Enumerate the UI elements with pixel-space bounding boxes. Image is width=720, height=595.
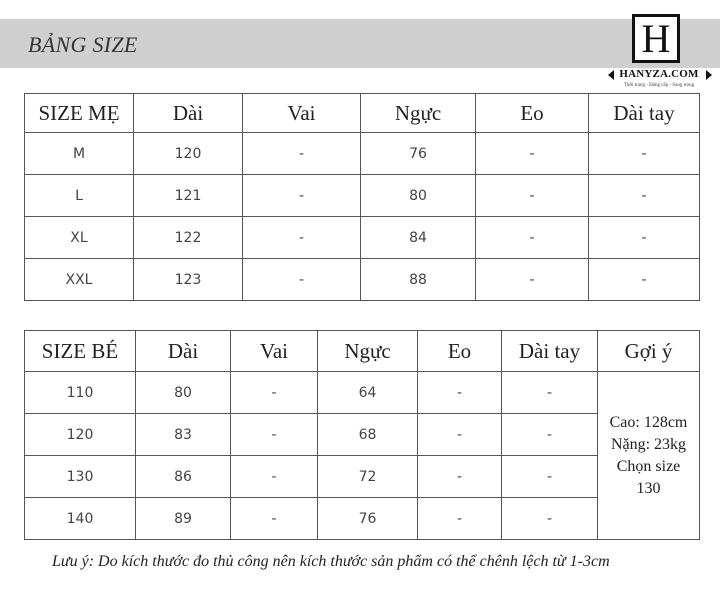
table-cell: - [243, 133, 361, 175]
table-cell: 140 [25, 498, 136, 540]
table-cell: XXL [25, 259, 134, 301]
table-cell: - [231, 456, 318, 498]
table-cell: 84 [361, 217, 476, 259]
header-sleeve: Dài tay [502, 331, 598, 372]
table-row [25, 372, 700, 414]
table-cell: 72 [318, 456, 418, 498]
suggestion-height: Cao: 128cm [609, 413, 688, 431]
table-cell: 83 [136, 414, 231, 456]
table-cell: - [502, 414, 598, 456]
table-cell: 68 [318, 414, 418, 456]
table-cell: 86 [136, 456, 231, 498]
table-cell: 121 [134, 175, 243, 217]
table-header-row [25, 94, 700, 133]
page-title: BẢNG SIZE [28, 32, 138, 57]
table-header-row [25, 331, 700, 372]
header-waist: Eo [418, 331, 502, 372]
table-cell: 76 [361, 133, 476, 175]
table-row [25, 217, 700, 259]
table-cell: - [418, 414, 502, 456]
header-length: Dài [136, 331, 231, 372]
table-cell: - [418, 372, 502, 414]
table-cell: 80 [361, 175, 476, 217]
table-cell: XL [25, 217, 134, 259]
table-cell: - [589, 175, 700, 217]
table-cell: 110 [25, 372, 136, 414]
table-cell: - [502, 456, 598, 498]
child-size-table [24, 330, 700, 540]
table-row [25, 133, 700, 175]
table-cell: - [476, 133, 589, 175]
logo-name: HANYZA.COM [619, 68, 699, 80]
table-cell: - [243, 259, 361, 301]
table-cell: 89 [136, 498, 231, 540]
header-chest: Ngực [361, 94, 476, 133]
table-cell: M [25, 133, 134, 175]
header-size-me: SIZE MẸ [25, 94, 134, 133]
header-suggestion: Gợi ý [598, 331, 700, 372]
table-row [25, 175, 700, 217]
header-sleeve: Dài tay [589, 94, 700, 133]
table-cell: - [243, 175, 361, 217]
measurement-note: Lưu ý: Do kích thước đo thủ công nên kích thước sản phẩm có thể chênh lệch từ 1-3cm [52, 553, 610, 570]
table-cell: - [476, 175, 589, 217]
table-cell: 88 [361, 259, 476, 301]
suggestion-choose: Chọn size [616, 457, 681, 475]
suggestion-weight: Nặng: 23kg [610, 435, 687, 453]
suggestion-cell [598, 372, 700, 540]
table-cell: - [502, 498, 598, 540]
table-cell: - [418, 498, 502, 540]
table-cell: - [418, 456, 502, 498]
table-cell: - [231, 372, 318, 414]
header-chest: Ngực [318, 331, 418, 372]
suggestion-size: 130 [636, 479, 661, 497]
table-cell: - [589, 259, 700, 301]
table-cell: 120 [25, 414, 136, 456]
table-cell: 122 [134, 217, 243, 259]
table-cell: - [231, 414, 318, 456]
table-cell: - [476, 217, 589, 259]
header-length: Dài [134, 94, 243, 133]
logo-letter: H [632, 14, 680, 63]
table-cell: - [231, 498, 318, 540]
header-shoulder: Vai [231, 331, 318, 372]
table-cell: - [243, 217, 361, 259]
table-cell: - [589, 133, 700, 175]
mother-size-table [24, 93, 700, 301]
table-cell: 76 [318, 498, 418, 540]
table-cell: 80 [136, 372, 231, 414]
table-cell: 64 [318, 372, 418, 414]
brand-logo [610, 12, 720, 94]
table-cell: L [25, 175, 134, 217]
table-row [25, 259, 700, 301]
table-cell: 120 [134, 133, 243, 175]
table-cell: - [502, 372, 598, 414]
table-cell: 123 [134, 259, 243, 301]
table-cell: - [476, 259, 589, 301]
header-waist: Eo [476, 94, 589, 133]
header-shoulder: Vai [243, 94, 361, 133]
logo-arrow-right-icon [706, 70, 712, 80]
table-cell: 130 [25, 456, 136, 498]
table-cell: - [589, 217, 700, 259]
header-size-be: SIZE BÉ [25, 331, 136, 372]
logo-tagline: Thời trang - Đẳng cấp - Sang trọng [623, 83, 695, 88]
